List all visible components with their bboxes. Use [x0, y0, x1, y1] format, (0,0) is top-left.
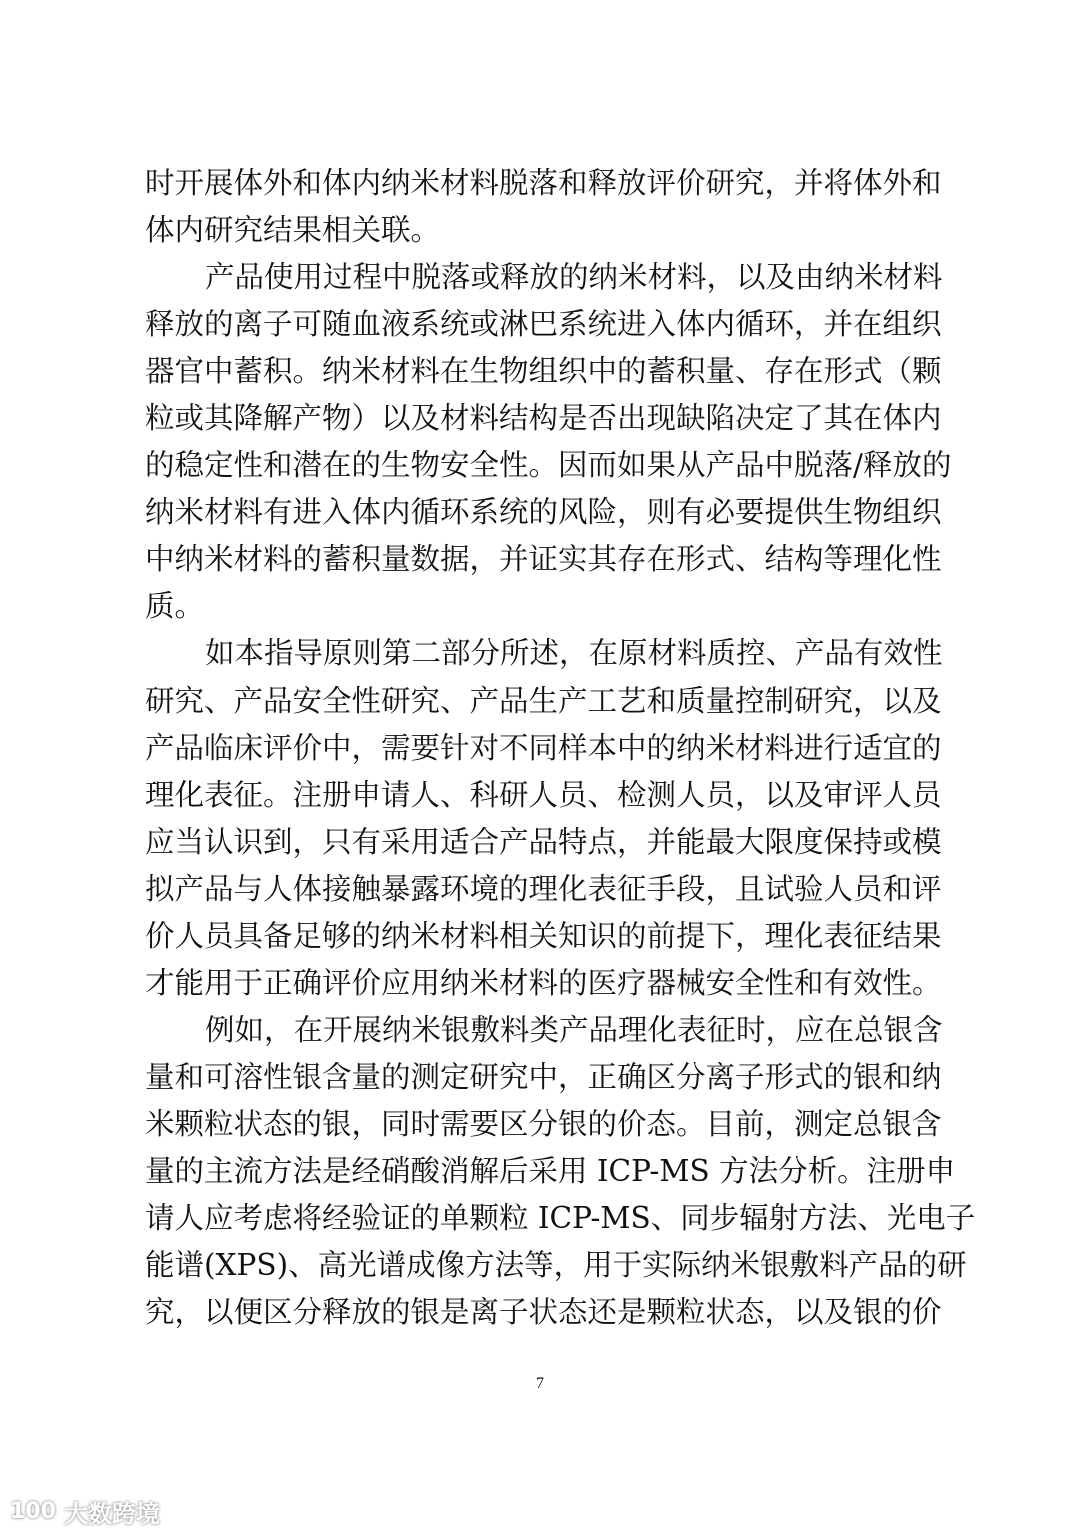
- paragraph: [145, 1007, 976, 1336]
- watermark-text: 大数跨境: [63, 1500, 160, 1528]
- text-line: 究，以便区分释放的银是离子状态还是颗粒状态，以及银的价: [145, 1295, 942, 1330]
- paragraph: [145, 160, 942, 254]
- text-line: 如本指导原则第二部分所述，在原材料质控、产品有效性: [205, 636, 943, 671]
- text-line: 才能用于正确评价应用纳米材料的医疗器械安全性和有效性。: [145, 965, 942, 1000]
- text-line: 例如，在开展纳米银敷料类产品理化表征时，应在总银含: [205, 1012, 943, 1047]
- text-line: 拟产品与人体接触暴露环境的理化表征手段，且试验人员和评: [145, 871, 942, 906]
- text-line: 体内研究结果相关联。: [145, 213, 441, 248]
- text-line: 研究、产品安全性研究、产品生产工艺和质量控制研究，以及: [145, 683, 942, 718]
- document-body: [145, 160, 976, 1336]
- text-line: 请人应考虑将经验证的单颗粒 ICP-MS、同步辐射方法、光电子: [145, 1201, 976, 1236]
- text-line: 应当认识到，只有采用适合产品特点，并能最大限度保持或模: [145, 824, 942, 859]
- text-line: 中纳米材料的蓄积量数据，并证实其存在形式、结构等理化性: [145, 542, 942, 577]
- page-number: 7: [536, 1375, 544, 1392]
- text-line: 量的主流方法是经硝酸消解后采用 ICP-MS 方法分析。注册申: [145, 1153, 956, 1188]
- text-line: 质。: [145, 589, 205, 624]
- text-line: 能谱(XPS)、高光谱成像方法等，用于实际纳米银敷料产品的研: [145, 1248, 967, 1283]
- text-line: 产品使用过程中脱落或释放的纳米材料，以及由纳米材料: [205, 260, 943, 295]
- text-line: 释放的离子可随血液系统或淋巴系统进入体内循环，并在组织: [145, 307, 942, 342]
- text-line: 价人员具备足够的纳米材料相关知识的前提下，理化表征结果: [145, 918, 942, 953]
- text-line: 理化表征。注册申请人、科研人员、检测人员，以及审评人员: [145, 777, 942, 812]
- text-line: 纳米材料有进入体内循环系统的风险，则有必要提供生物组织: [145, 495, 942, 530]
- text-line: 时开展体外和体内纳米材料脱落和释放评价研究，并将体外和: [145, 166, 942, 200]
- text-line: 粒或其降解产物）以及材料结构是否出现缺陷决定了其在体内: [145, 401, 942, 436]
- paragraph: [145, 254, 952, 630]
- text-line: 器官中蓄积。纳米材料在生物组织中的蓄积量、存在形式（颗: [145, 354, 942, 389]
- watermark-logo-icon: 100: [10, 1499, 56, 1524]
- watermark: [10, 1494, 160, 1529]
- text-line: 的稳定性和潜在的生物安全性。因而如果从产品中脱落/释放的: [145, 448, 952, 483]
- text-line: 产品临床评价中，需要针对不同样本中的纳米材料进行适宜的: [145, 730, 942, 765]
- text-line: 米颗粒状态的银，同时需要区分银的价态。目前，测定总银含: [145, 1106, 942, 1141]
- paragraph: [145, 630, 943, 1006]
- text-line: 量和可溶性银含量的测定研究中，正确区分离子形式的银和纳: [145, 1059, 942, 1094]
